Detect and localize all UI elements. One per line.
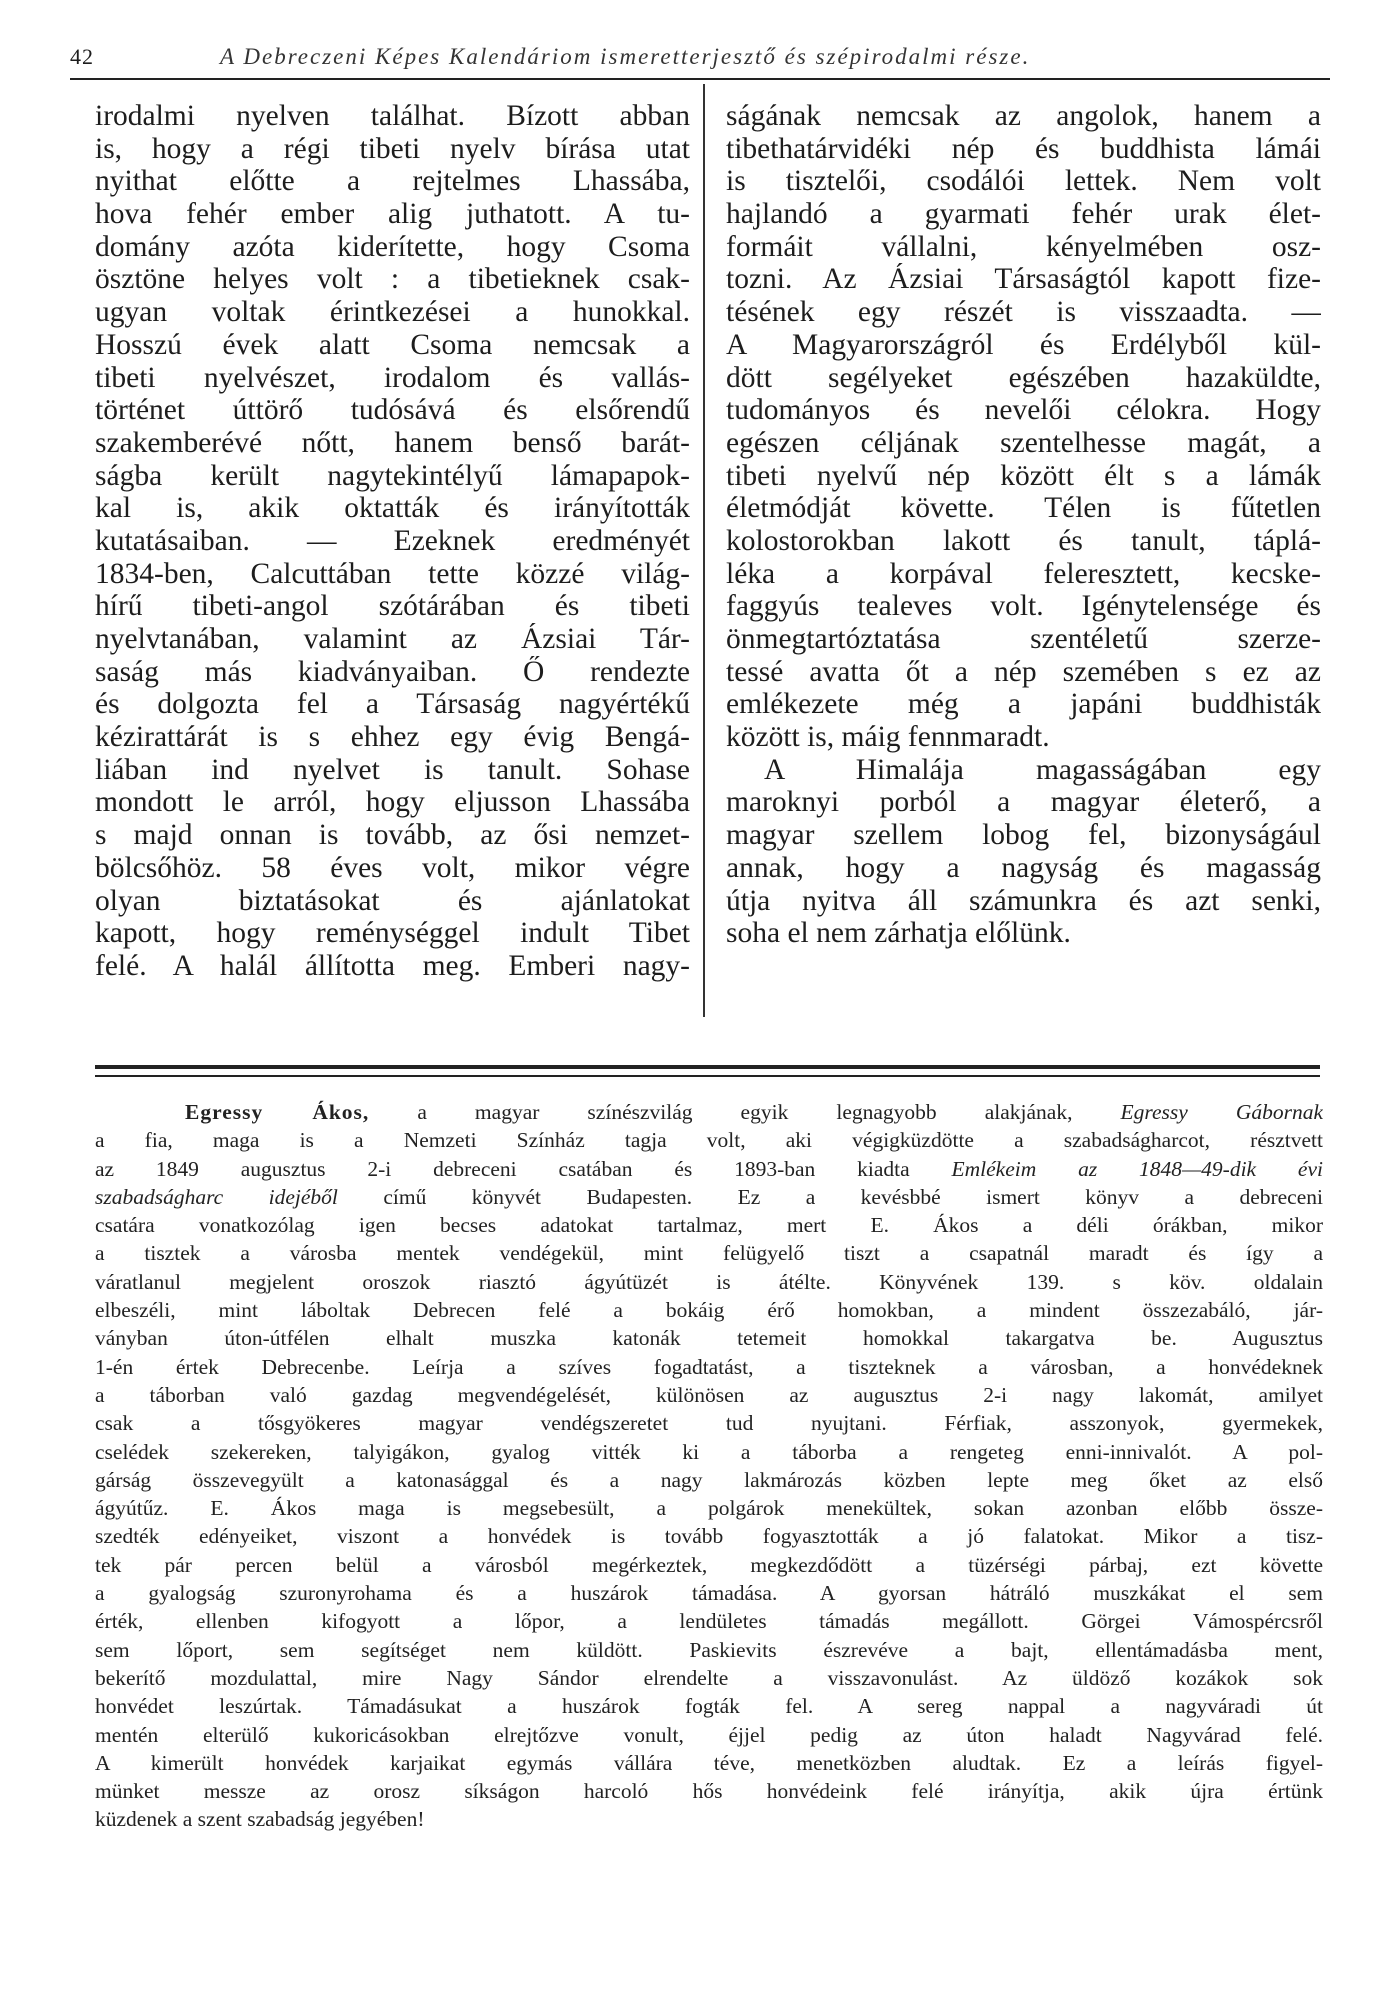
text-line: életmódját követte. Télen is fűtetlen bbox=[726, 492, 1321, 525]
footnote-line: ványban úton-útfélen elhalt muszka katonák tetemeit homokkal takargatva be. Augusztus bbox=[95, 1326, 1323, 1351]
footnote-line: münket messze az orosz síkságon harcoló hős honvédeink felé irányítja, akik újra értünk bbox=[95, 1779, 1323, 1804]
text-line: magyar szellem lobog fel, bizonyságául bbox=[726, 819, 1321, 852]
separator-thick bbox=[95, 1065, 1320, 1069]
text-line: liában ind nyelvet is tanult. Sohase bbox=[95, 753, 690, 786]
text-line: is, hogy a régi tibeti nyelv bírása utat bbox=[95, 132, 690, 165]
text-line: kutatásaiban. — Ezeknek eredményét bbox=[95, 524, 690, 557]
footnote-line: csatára vonatkozólag igen becses adatokat tartalmaz, mert E. Ákos a déli órákban, mikor bbox=[95, 1213, 1323, 1238]
footnote-line: mentén elterülő kukoricásokban elrejtőzve vonult, éjjel pedig az úton haladt Nagyvárad felé. bbox=[95, 1722, 1323, 1747]
footnote-line bbox=[95, 1183, 1323, 1211]
text-line: ságának nemcsak az angolok, hanem a bbox=[726, 100, 1321, 132]
footnote-line: váratlanul megjelent oroszok riasztó ágyútüzét is átélte. Könyvének 139. s köv. oldalain bbox=[95, 1269, 1323, 1294]
page-number: 42 bbox=[70, 44, 94, 69]
text-line: faggyús tealeves volt. Igénytelensége és bbox=[726, 590, 1321, 623]
text-line: tessé avatta őt a nép szemében s ez az bbox=[726, 655, 1321, 688]
text-line: is tisztelői, csodálói lettek. Nem volt bbox=[726, 165, 1321, 198]
footnote-line: küzdenek a szent szabadság jegyében! bbox=[95, 1807, 425, 1832]
italic-name: Egressy Gábornak bbox=[1120, 1100, 1323, 1124]
text-line: ösztöne helyes volt : a tibetieknek csak- bbox=[95, 263, 690, 296]
book-title: Emlékeim az 1848—49-dik évi bbox=[951, 1156, 1323, 1181]
footnote-block bbox=[95, 1098, 1323, 1834]
footnote-line: a fia, maga is a Nemzeti Színház tagja volt, aki végigküzdötte a szabadságharcot, résztvett bbox=[95, 1128, 1323, 1153]
text-line: kézirattárát is s ehhez egy évig Bengá- bbox=[95, 721, 690, 754]
footnote-line: érték, ellenben kifogyott a lőpor, a lendületes támadás megállott. Görgei Vámospércsről bbox=[95, 1609, 1323, 1634]
text-line: ugyan voltak érintkezései a hunokkal. bbox=[95, 296, 690, 329]
text-line: történet úttörő tudósává és elsőrendű bbox=[95, 394, 690, 427]
header-rule bbox=[70, 78, 1330, 80]
text-line: olyan biztatásokat és ajánlatokat bbox=[95, 884, 690, 917]
text-line: kal is, akik oktatták és irányították bbox=[95, 492, 690, 525]
text-line: tibeti nyelvű nép között élt s a lámák bbox=[726, 459, 1321, 492]
text-line: kolostorokban lakott és tanult, táplá- bbox=[726, 524, 1321, 557]
footnote-line: honvédet leszúrtak. Támadásukat a huszárok fogták fel. A sereg nappal a nagyváradi út bbox=[95, 1694, 1323, 1719]
text-line: és dolgozta fel a Társaság nagyértékű bbox=[95, 688, 690, 721]
text-line: nyithat előtte a rejtelmes Lhassába, bbox=[95, 165, 690, 198]
right-column bbox=[726, 100, 1321, 950]
text-line: önmegtartóztatása szentéletű szerze- bbox=[726, 623, 1321, 655]
text-line: irodalmi nyelven találhat. Bízott abban bbox=[95, 100, 690, 132]
text-line: kapott, hogy reménységgel indult Tibet bbox=[95, 917, 690, 950]
text-line: saság más kiadványaiban. Ő rendezte bbox=[95, 655, 690, 688]
text-line: között is, máig fennmaradt. bbox=[726, 721, 1050, 754]
text-line: A Magyarországról és Erdélyből kül- bbox=[726, 328, 1321, 361]
footnote-line: csak a tősgyökeres magyar vendégszeretet tud nyujtani. Férfiak, asszonyok, gyermekek, bbox=[95, 1411, 1323, 1436]
text-line: hajlandó a gyarmati fehér urak élet- bbox=[726, 198, 1321, 231]
text-line: formáit vállalni, kényelmében osz- bbox=[726, 230, 1321, 263]
footnote-line: cselédek szekereken, talyigákon, gyalog vitték ki a táborba a rengeteg enni-innivalót. A pol- bbox=[95, 1439, 1323, 1464]
footnote-line: bekerítő mozdulattal, mire Nagy Sándor elrendelte a visszavonulást. Az üldöző kozákok sok bbox=[95, 1665, 1323, 1690]
person-name: Egressy Ákos, bbox=[185, 1100, 370, 1124]
text-line: léka a korpával feleresztett, kecske- bbox=[726, 557, 1321, 590]
separator-thin bbox=[95, 1075, 1320, 1077]
footnote-line: A kimerült honvédek karjaikat egymás vállára téve, menetközben aludtak. Ez a leírás figyel- bbox=[95, 1750, 1323, 1775]
text-run: a magyar színészvilág egyik legnagyobb alakjának, bbox=[369, 1100, 1121, 1124]
left-column bbox=[95, 100, 690, 983]
text-line: hova fehér ember alig juthatott. A tu- bbox=[95, 198, 690, 231]
text-line: A Himalája magasságában egy bbox=[764, 753, 1321, 786]
text-line: bölcsőhöz. 58 éves volt, mikor végre bbox=[95, 851, 690, 884]
text-line: ságba került nagytekintélyű lámapapok- bbox=[95, 459, 690, 492]
text-line: tésének egy részét is visszaadta. — bbox=[726, 296, 1321, 329]
text-line: felé. A halál állította meg. Emberi nagy- bbox=[95, 949, 690, 982]
text-line: dött segélyeket egészében hazaküldte, bbox=[726, 361, 1321, 394]
text-run: az 1849 augusztus 2-i debreceni csatában és 1893-ban kiadta bbox=[95, 1156, 952, 1181]
text-line: nyelvtanában, valamint az Ázsiai Tár- bbox=[95, 623, 690, 655]
text-line: mondott le arról, hogy eljusson Lhassába bbox=[95, 786, 690, 819]
text-line: tozni. Az Ázsiai Társaságtól kapott fize- bbox=[726, 263, 1321, 296]
text-line: maroknyi porból a magyar életerő, a bbox=[726, 786, 1321, 819]
footnote-line: a gyalogság szuronyrohama és a huszárok támadása. A gyorsan hátráló muszkákat el sem bbox=[95, 1581, 1323, 1606]
running-title: A Debreczeni Képes Kalendáriom ismeretterjesztő és szépirodalmi része. bbox=[220, 44, 1031, 69]
text-line: domány azóta kiderítette, hogy Csoma bbox=[95, 230, 690, 263]
text-line: soha el nem zárhatja előlünk. bbox=[726, 917, 1071, 950]
text-line: hírű tibeti-angol szótárában és tibeti bbox=[95, 590, 690, 623]
text-line: szakemberévé nőtt, hanem benső barát- bbox=[95, 426, 690, 459]
footnote-line: tek pár percen belül a városból megérkeztek, megkezdődött a tüzérségi párbaj, ezt követte bbox=[95, 1552, 1323, 1577]
book-title-cont: szabadságharc idejéből bbox=[95, 1184, 338, 1209]
footnote-line: elbeszéli, mint láboltak Debrecen felé a bokáig érő homokban, a mindent összezabáló, jár- bbox=[95, 1298, 1323, 1323]
text-line: Hosszú évek alatt Csoma nemcsak a bbox=[95, 328, 690, 361]
running-header bbox=[70, 40, 1330, 76]
text-line: útja nyitva áll számunkra és azt senki, bbox=[726, 884, 1321, 917]
footnote-line: 1-én értek Debrecenbe. Leírja a szíves fogadtatást, a tiszteknek a városban, a honvédeknek bbox=[95, 1354, 1323, 1379]
text-line: tudományos és nevelői célokra. Hogy bbox=[726, 394, 1321, 427]
footnote-line: szedték edényeiket, viszont a honvédek is tovább fogyasztották a jó falatokat. Mikor a tisz- bbox=[95, 1524, 1323, 1549]
text-line: emlékezete még a japáni buddhisták bbox=[726, 688, 1321, 721]
footnote-line: sem lőport, sem segítséget nem küldött. Paskievits észrevéve a bajt, ellentámadásba ment, bbox=[95, 1637, 1323, 1662]
footnote-line bbox=[95, 1098, 1323, 1126]
column-divider bbox=[703, 84, 705, 1017]
footnote-line: a tisztek a városba mentek vendégekül, mint felügyelő tiszt a csapatnál maradt és így a bbox=[95, 1241, 1323, 1266]
text-line: s majd onnan is tovább, az ősi nemzet- bbox=[95, 819, 690, 852]
footnote-line: ágyútűz. E. Ákos maga is megsebesült, a polgárok menekültek, sokan azonban előbb össze- bbox=[95, 1496, 1323, 1521]
text-line: egészen céljának szentelhesse magát, a bbox=[726, 426, 1321, 459]
text-line: annak, hogy a nagyság és magasság bbox=[726, 851, 1321, 884]
footnote-line: gárság összevegyült a katonasággal és a nagy lakmározás közben lepte meg őket az első bbox=[95, 1467, 1323, 1492]
text-line: tibethatárvidéki nép és buddhista lámái bbox=[726, 132, 1321, 165]
footnote-line: a táborban való gazdag megvendégelését, különösen az augusztus 2-i nagy lakomát, amilyet bbox=[95, 1382, 1323, 1407]
footnote-line bbox=[95, 1155, 1323, 1183]
text-run: című könyvét Budapesten. Ez a kevésbbé ismert könyv a debreceni bbox=[337, 1184, 1323, 1209]
text-line: tibeti nyelvészet, irodalom és vallás- bbox=[95, 361, 690, 394]
text-line: 1834-ben, Calcuttában tette közzé világ- bbox=[95, 557, 690, 590]
